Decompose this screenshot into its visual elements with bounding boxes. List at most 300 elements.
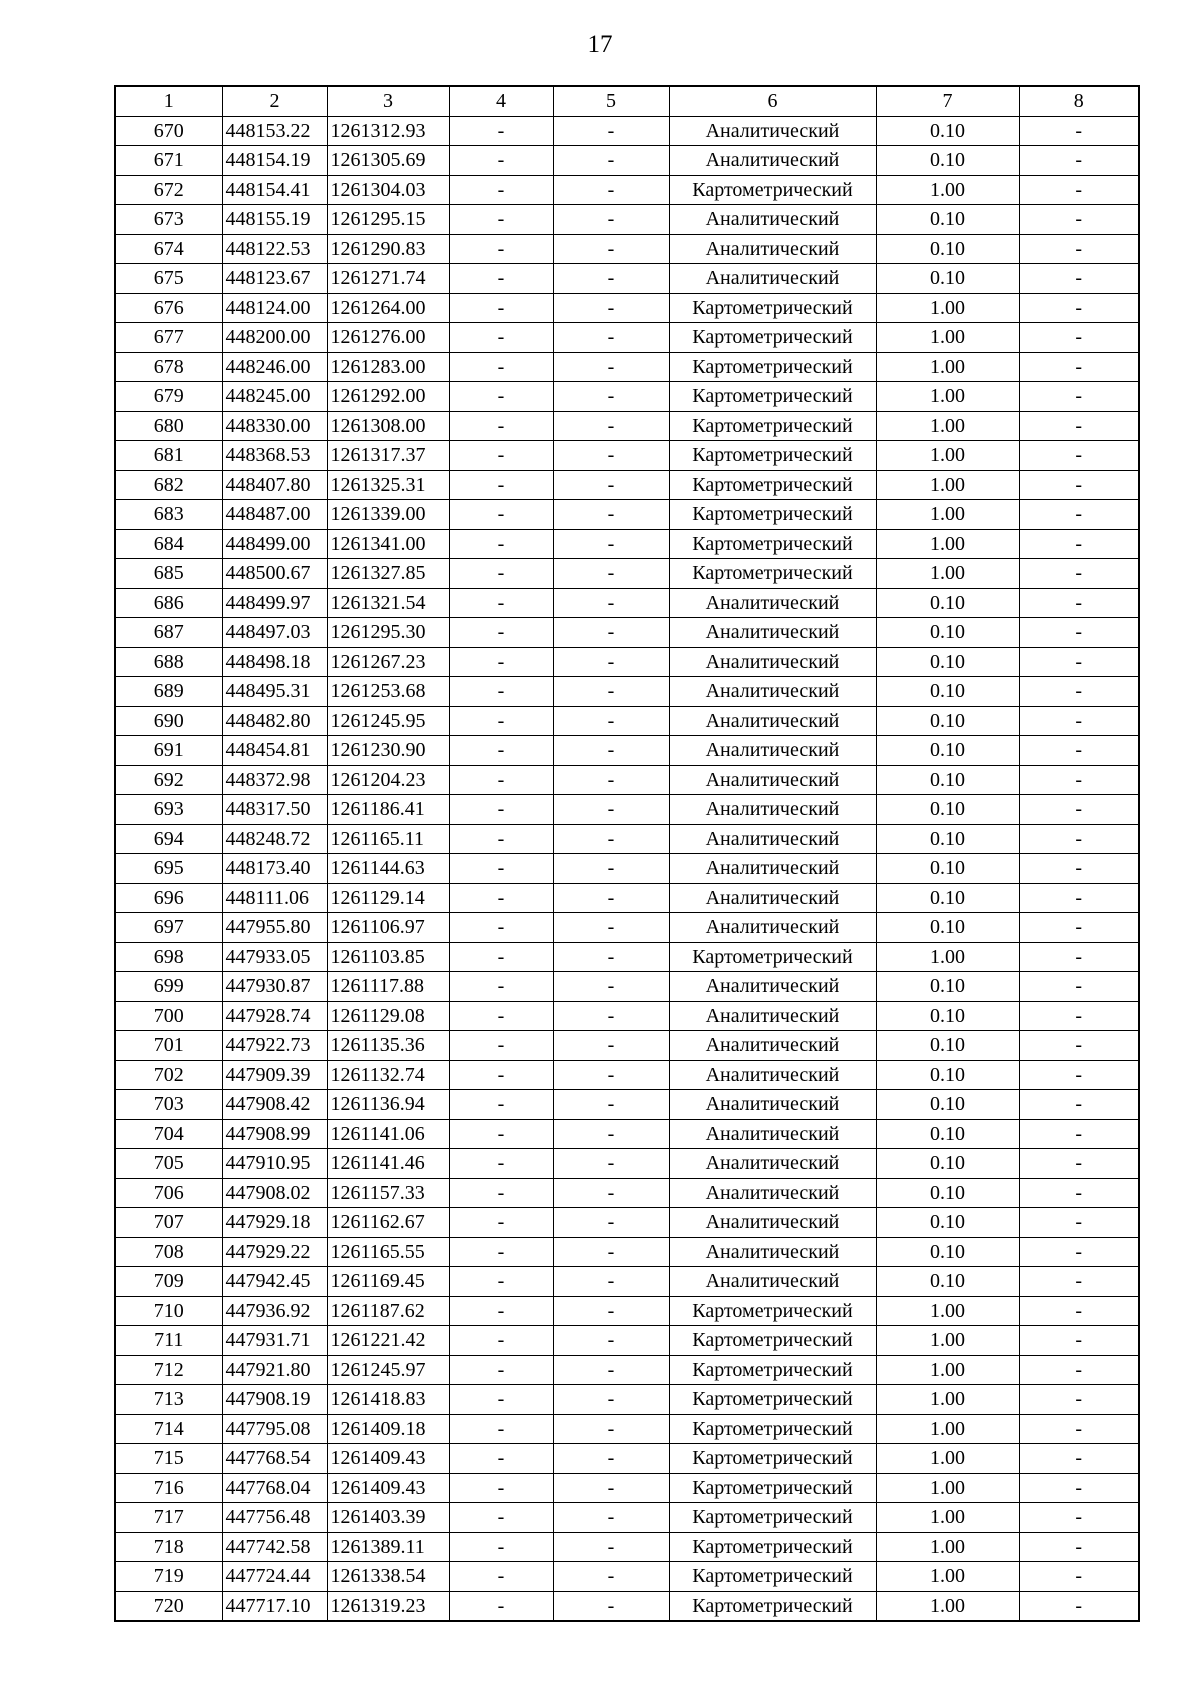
point-number-cell: 703 <box>115 1090 222 1120</box>
accuracy-cell: 0.10 <box>876 205 1019 235</box>
column-8-cell: - <box>1019 677 1139 707</box>
column-8-cell: - <box>1019 352 1139 382</box>
accuracy-cell: 0.10 <box>876 1031 1019 1061</box>
column-4-cell: - <box>449 1326 553 1356</box>
accuracy-cell: 0.10 <box>876 883 1019 913</box>
method-cell: Аналитический <box>669 677 876 707</box>
column-5-cell: - <box>553 1149 669 1179</box>
column-5-cell: - <box>553 972 669 1002</box>
column-8-cell: - <box>1019 116 1139 146</box>
column-5-cell: - <box>553 1031 669 1061</box>
point-number-cell: 679 <box>115 382 222 412</box>
column-4-cell: - <box>449 618 553 648</box>
accuracy-cell: 1.00 <box>876 411 1019 441</box>
column-4-cell: - <box>449 1532 553 1562</box>
method-cell: Картометрический <box>669 441 876 471</box>
accuracy-cell: 1.00 <box>876 942 1019 972</box>
column-8-cell: - <box>1019 1532 1139 1562</box>
accuracy-cell: 0.10 <box>876 1208 1019 1238</box>
column-5-cell: - <box>553 1237 669 1267</box>
column-5-cell: - <box>553 1326 669 1356</box>
method-cell: Аналитический <box>669 146 876 176</box>
column-8-cell: - <box>1019 441 1139 471</box>
accuracy-cell: 0.10 <box>876 1090 1019 1120</box>
column-8-cell: - <box>1019 264 1139 294</box>
table-row <box>115 1385 1139 1415</box>
column-4-cell: - <box>449 1473 553 1503</box>
x-coordinate-cell: 448330.00 <box>222 411 327 441</box>
column-4-cell: - <box>449 1591 553 1621</box>
column-8-cell: - <box>1019 795 1139 825</box>
column-header: 2 <box>222 86 327 116</box>
point-number-cell: 697 <box>115 913 222 943</box>
accuracy-cell: 1.00 <box>876 1473 1019 1503</box>
point-number-cell: 686 <box>115 588 222 618</box>
column-5-cell: - <box>553 293 669 323</box>
x-coordinate-cell: 447936.92 <box>222 1296 327 1326</box>
point-number-cell: 682 <box>115 470 222 500</box>
accuracy-cell: 0.10 <box>876 1060 1019 1090</box>
accuracy-cell: 1.00 <box>876 441 1019 471</box>
table-row <box>115 647 1139 677</box>
column-8-cell: - <box>1019 913 1139 943</box>
accuracy-cell: 0.10 <box>876 1149 1019 1179</box>
y-coordinate-cell: 1261129.14 <box>327 883 449 913</box>
column-4-cell: - <box>449 795 553 825</box>
point-number-cell: 719 <box>115 1562 222 1592</box>
point-number-cell: 691 <box>115 736 222 766</box>
accuracy-cell: 1.00 <box>876 323 1019 353</box>
table-row <box>115 352 1139 382</box>
y-coordinate-cell: 1261403.39 <box>327 1503 449 1533</box>
method-cell: Картометрический <box>669 559 876 589</box>
point-number-cell: 692 <box>115 765 222 795</box>
column-5-cell: - <box>553 323 669 353</box>
column-5-cell: - <box>553 205 669 235</box>
x-coordinate-cell: 448407.80 <box>222 470 327 500</box>
x-coordinate-cell: 447922.73 <box>222 1031 327 1061</box>
method-cell: Картометрический <box>669 1591 876 1621</box>
method-cell: Аналитический <box>669 1001 876 1031</box>
table-row <box>115 1444 1139 1474</box>
y-coordinate-cell: 1261245.95 <box>327 706 449 736</box>
point-number-cell: 683 <box>115 500 222 530</box>
column-8-cell: - <box>1019 1119 1139 1149</box>
column-8-cell: - <box>1019 588 1139 618</box>
point-number-cell: 690 <box>115 706 222 736</box>
y-coordinate-cell: 1261230.90 <box>327 736 449 766</box>
column-8-cell: - <box>1019 883 1139 913</box>
y-coordinate-cell: 1261276.00 <box>327 323 449 353</box>
method-cell: Аналитический <box>669 706 876 736</box>
column-8-cell: - <box>1019 175 1139 205</box>
point-number-cell: 671 <box>115 146 222 176</box>
column-5-cell: - <box>553 1060 669 1090</box>
table-row <box>115 1591 1139 1621</box>
method-cell: Картометрический <box>669 323 876 353</box>
point-number-cell: 720 <box>115 1591 222 1621</box>
point-number-cell: 676 <box>115 293 222 323</box>
x-coordinate-cell: 447942.45 <box>222 1267 327 1297</box>
accuracy-cell: 0.10 <box>876 116 1019 146</box>
x-coordinate-cell: 448154.41 <box>222 175 327 205</box>
accuracy-cell: 0.10 <box>876 765 1019 795</box>
x-coordinate-cell: 447909.39 <box>222 1060 327 1090</box>
column-header: 8 <box>1019 86 1139 116</box>
column-8-cell: - <box>1019 323 1139 353</box>
y-coordinate-cell: 1261144.63 <box>327 854 449 884</box>
column-4-cell: - <box>449 736 553 766</box>
column-8-cell: - <box>1019 1031 1139 1061</box>
column-header: 4 <box>449 86 553 116</box>
accuracy-cell: 1.00 <box>876 1326 1019 1356</box>
y-coordinate-cell: 1261321.54 <box>327 588 449 618</box>
y-coordinate-cell: 1261267.23 <box>327 647 449 677</box>
accuracy-cell: 1.00 <box>876 382 1019 412</box>
y-coordinate-cell: 1261186.41 <box>327 795 449 825</box>
table-row <box>115 824 1139 854</box>
point-number-cell: 713 <box>115 1385 222 1415</box>
y-coordinate-cell: 1261295.15 <box>327 205 449 235</box>
y-coordinate-cell: 1261338.54 <box>327 1562 449 1592</box>
column-5-cell: - <box>553 1001 669 1031</box>
point-number-cell: 715 <box>115 1444 222 1474</box>
point-number-cell: 698 <box>115 942 222 972</box>
accuracy-cell: 0.10 <box>876 588 1019 618</box>
x-coordinate-cell: 447930.87 <box>222 972 327 1002</box>
method-cell: Картометрический <box>669 1473 876 1503</box>
column-4-cell: - <box>449 1562 553 1592</box>
column-4-cell: - <box>449 1090 553 1120</box>
accuracy-cell: 1.00 <box>876 1355 1019 1385</box>
accuracy-cell: 0.10 <box>876 264 1019 294</box>
column-5-cell: - <box>553 352 669 382</box>
method-cell: Картометрический <box>669 1532 876 1562</box>
column-5-cell: - <box>553 382 669 412</box>
column-8-cell: - <box>1019 1355 1139 1385</box>
x-coordinate-cell: 448500.67 <box>222 559 327 589</box>
method-cell: Аналитический <box>669 883 876 913</box>
column-5-cell: - <box>553 470 669 500</box>
column-5-cell: - <box>553 500 669 530</box>
method-cell: Аналитический <box>669 1208 876 1238</box>
table-row <box>115 1208 1139 1238</box>
y-coordinate-cell: 1261141.46 <box>327 1149 449 1179</box>
accuracy-cell: 1.00 <box>876 1562 1019 1592</box>
point-number-cell: 680 <box>115 411 222 441</box>
x-coordinate-cell: 447955.80 <box>222 913 327 943</box>
column-5-cell: - <box>553 1119 669 1149</box>
x-coordinate-cell: 448368.53 <box>222 441 327 471</box>
column-5-cell: - <box>553 234 669 264</box>
point-number-cell: 681 <box>115 441 222 471</box>
table-row <box>115 441 1139 471</box>
accuracy-cell: 0.10 <box>876 1267 1019 1297</box>
y-coordinate-cell: 1261221.42 <box>327 1326 449 1356</box>
column-8-cell: - <box>1019 1149 1139 1179</box>
point-number-cell: 711 <box>115 1326 222 1356</box>
y-coordinate-cell: 1261292.00 <box>327 382 449 412</box>
y-coordinate-cell: 1261204.23 <box>327 765 449 795</box>
column-4-cell: - <box>449 1149 553 1179</box>
table-row <box>115 942 1139 972</box>
table-row <box>115 559 1139 589</box>
table-row <box>115 1178 1139 1208</box>
y-coordinate-cell: 1261271.74 <box>327 264 449 294</box>
method-cell: Аналитический <box>669 795 876 825</box>
y-coordinate-cell: 1261418.83 <box>327 1385 449 1415</box>
column-5-cell: - <box>553 942 669 972</box>
column-5-cell: - <box>553 1208 669 1238</box>
column-8-cell: - <box>1019 736 1139 766</box>
table-row <box>115 1326 1139 1356</box>
column-5-cell: - <box>553 116 669 146</box>
x-coordinate-cell: 447921.80 <box>222 1355 327 1385</box>
column-4-cell: - <box>449 677 553 707</box>
method-cell: Аналитический <box>669 1119 876 1149</box>
column-5-cell: - <box>553 1444 669 1474</box>
column-5-cell: - <box>553 1355 669 1385</box>
method-cell: Картометрический <box>669 1296 876 1326</box>
column-5-cell: - <box>553 677 669 707</box>
x-coordinate-cell: 448123.67 <box>222 264 327 294</box>
method-cell: Картометрический <box>669 1444 876 1474</box>
table-row <box>115 765 1139 795</box>
table-row <box>115 205 1139 235</box>
column-4-cell: - <box>449 765 553 795</box>
column-5-cell: - <box>553 264 669 294</box>
method-cell: Аналитический <box>669 1149 876 1179</box>
page-number: 17 <box>587 31 613 58</box>
x-coordinate-cell: 448498.18 <box>222 647 327 677</box>
column-4-cell: - <box>449 441 553 471</box>
accuracy-cell: 1.00 <box>876 1532 1019 1562</box>
table-row <box>115 529 1139 559</box>
y-coordinate-cell: 1261389.11 <box>327 1532 449 1562</box>
column-5-cell: - <box>553 1178 669 1208</box>
y-coordinate-cell: 1261157.33 <box>327 1178 449 1208</box>
column-4-cell: - <box>449 1031 553 1061</box>
x-coordinate-cell: 447717.10 <box>222 1591 327 1621</box>
x-coordinate-cell: 448499.97 <box>222 588 327 618</box>
accuracy-cell: 1.00 <box>876 559 1019 589</box>
table-row <box>115 1473 1139 1503</box>
accuracy-cell: 1.00 <box>876 470 1019 500</box>
column-8-cell: - <box>1019 942 1139 972</box>
column-8-cell: - <box>1019 1178 1139 1208</box>
x-coordinate-cell: 447933.05 <box>222 942 327 972</box>
column-4-cell: - <box>449 972 553 1002</box>
column-4-cell: - <box>449 264 553 294</box>
y-coordinate-cell: 1261319.23 <box>327 1591 449 1621</box>
column-5-cell: - <box>553 588 669 618</box>
accuracy-cell: 0.10 <box>876 647 1019 677</box>
column-8-cell: - <box>1019 1414 1139 1444</box>
table-row <box>115 1001 1139 1031</box>
column-8-cell: - <box>1019 972 1139 1002</box>
column-5-cell: - <box>553 411 669 441</box>
column-4-cell: - <box>449 559 553 589</box>
column-4-cell: - <box>449 883 553 913</box>
table-row <box>115 677 1139 707</box>
column-header: 7 <box>876 86 1019 116</box>
accuracy-cell: 0.10 <box>876 1001 1019 1031</box>
column-8-cell: - <box>1019 1208 1139 1238</box>
point-number-cell: 714 <box>115 1414 222 1444</box>
method-cell: Аналитический <box>669 765 876 795</box>
column-8-cell: - <box>1019 205 1139 235</box>
table-row <box>115 618 1139 648</box>
column-8-cell: - <box>1019 1296 1139 1326</box>
y-coordinate-cell: 1261106.97 <box>327 913 449 943</box>
point-number-cell: 717 <box>115 1503 222 1533</box>
accuracy-cell: 1.00 <box>876 1591 1019 1621</box>
x-coordinate-cell: 448124.00 <box>222 293 327 323</box>
y-coordinate-cell: 1261165.11 <box>327 824 449 854</box>
point-number-cell: 695 <box>115 854 222 884</box>
column-5-cell: - <box>553 647 669 677</box>
point-number-cell: 701 <box>115 1031 222 1061</box>
method-cell: Картометрический <box>669 382 876 412</box>
x-coordinate-cell: 447756.48 <box>222 1503 327 1533</box>
column-8-cell: - <box>1019 706 1139 736</box>
y-coordinate-cell: 1261132.74 <box>327 1060 449 1090</box>
y-coordinate-cell: 1261409.18 <box>327 1414 449 1444</box>
accuracy-cell: 1.00 <box>876 1385 1019 1415</box>
column-5-cell: - <box>553 1562 669 1592</box>
table-row <box>115 1503 1139 1533</box>
column-4-cell: - <box>449 1237 553 1267</box>
table-row <box>115 736 1139 766</box>
column-8-cell: - <box>1019 529 1139 559</box>
y-coordinate-cell: 1261117.88 <box>327 972 449 1002</box>
method-cell: Картометрический <box>669 1326 876 1356</box>
column-4-cell: - <box>449 824 553 854</box>
method-cell: Аналитический <box>669 1267 876 1297</box>
accuracy-cell: 0.10 <box>876 854 1019 884</box>
method-cell: Аналитический <box>669 618 876 648</box>
table-row <box>115 1119 1139 1149</box>
x-coordinate-cell: 447795.08 <box>222 1414 327 1444</box>
x-coordinate-cell: 448248.72 <box>222 824 327 854</box>
point-number-cell: 705 <box>115 1149 222 1179</box>
column-4-cell: - <box>449 647 553 677</box>
x-coordinate-cell: 448122.53 <box>222 234 327 264</box>
column-4-cell: - <box>449 942 553 972</box>
x-coordinate-cell: 448482.80 <box>222 706 327 736</box>
method-cell: Аналитический <box>669 854 876 884</box>
x-coordinate-cell: 448454.81 <box>222 736 327 766</box>
column-4-cell: - <box>449 1355 553 1385</box>
method-cell: Аналитический <box>669 824 876 854</box>
y-coordinate-cell: 1261409.43 <box>327 1444 449 1474</box>
method-cell: Аналитический <box>669 205 876 235</box>
column-4-cell: - <box>449 146 553 176</box>
accuracy-cell: 1.00 <box>876 1503 1019 1533</box>
method-cell: Аналитический <box>669 264 876 294</box>
table-row <box>115 1296 1139 1326</box>
column-5-cell: - <box>553 913 669 943</box>
table-row <box>115 323 1139 353</box>
x-coordinate-cell: 448499.00 <box>222 529 327 559</box>
column-4-cell: - <box>449 854 553 884</box>
table-row <box>115 293 1139 323</box>
x-coordinate-cell: 447724.44 <box>222 1562 327 1592</box>
point-number-cell: 689 <box>115 677 222 707</box>
column-4-cell: - <box>449 1267 553 1297</box>
table-row <box>115 1562 1139 1592</box>
column-4-cell: - <box>449 500 553 530</box>
accuracy-cell: 0.10 <box>876 1237 1019 1267</box>
column-5-cell: - <box>553 1267 669 1297</box>
method-cell: Аналитический <box>669 1090 876 1120</box>
y-coordinate-cell: 1261141.06 <box>327 1119 449 1149</box>
method-cell: Картометрический <box>669 175 876 205</box>
column-4-cell: - <box>449 1119 553 1149</box>
y-coordinate-cell: 1261165.55 <box>327 1237 449 1267</box>
column-8-cell: - <box>1019 1385 1139 1415</box>
y-coordinate-cell: 1261308.00 <box>327 411 449 441</box>
x-coordinate-cell: 448497.03 <box>222 618 327 648</box>
table-row <box>115 883 1139 913</box>
column-8-cell: - <box>1019 618 1139 648</box>
column-4-cell: - <box>449 529 553 559</box>
x-coordinate-cell: 448372.98 <box>222 765 327 795</box>
x-coordinate-cell: 447910.95 <box>222 1149 327 1179</box>
accuracy-cell: 1.00 <box>876 1296 1019 1326</box>
column-4-cell: - <box>449 1414 553 1444</box>
table-row <box>115 382 1139 412</box>
accuracy-cell: 1.00 <box>876 1444 1019 1474</box>
accuracy-cell: 0.10 <box>876 736 1019 766</box>
accuracy-cell: 0.10 <box>876 795 1019 825</box>
point-number-cell: 694 <box>115 824 222 854</box>
column-5-cell: - <box>553 1385 669 1415</box>
point-number-cell: 702 <box>115 1060 222 1090</box>
method-cell: Аналитический <box>669 588 876 618</box>
table-row <box>115 1532 1139 1562</box>
accuracy-cell: 0.10 <box>876 234 1019 264</box>
method-cell: Картометрический <box>669 1355 876 1385</box>
column-8-cell: - <box>1019 411 1139 441</box>
point-number-cell: 718 <box>115 1532 222 1562</box>
accuracy-cell: 1.00 <box>876 352 1019 382</box>
column-5-cell: - <box>553 824 669 854</box>
table-row <box>115 500 1139 530</box>
point-number-cell: 684 <box>115 529 222 559</box>
point-number-cell: 672 <box>115 175 222 205</box>
column-5-cell: - <box>553 1414 669 1444</box>
x-coordinate-cell: 448245.00 <box>222 382 327 412</box>
column-4-cell: - <box>449 293 553 323</box>
column-4-cell: - <box>449 913 553 943</box>
x-coordinate-cell: 448154.19 <box>222 146 327 176</box>
x-coordinate-cell: 448246.00 <box>222 352 327 382</box>
y-coordinate-cell: 1261325.31 <box>327 470 449 500</box>
accuracy-cell: 1.00 <box>876 500 1019 530</box>
method-cell: Аналитический <box>669 736 876 766</box>
column-4-cell: - <box>449 1001 553 1031</box>
accuracy-cell: 1.00 <box>876 175 1019 205</box>
table-row <box>115 588 1139 618</box>
table-row <box>115 411 1139 441</box>
column-8-cell: - <box>1019 470 1139 500</box>
column-4-cell: - <box>449 588 553 618</box>
y-coordinate-cell: 1261187.62 <box>327 1296 449 1326</box>
point-number-cell: 687 <box>115 618 222 648</box>
column-4-cell: - <box>449 411 553 441</box>
x-coordinate-cell: 448487.00 <box>222 500 327 530</box>
